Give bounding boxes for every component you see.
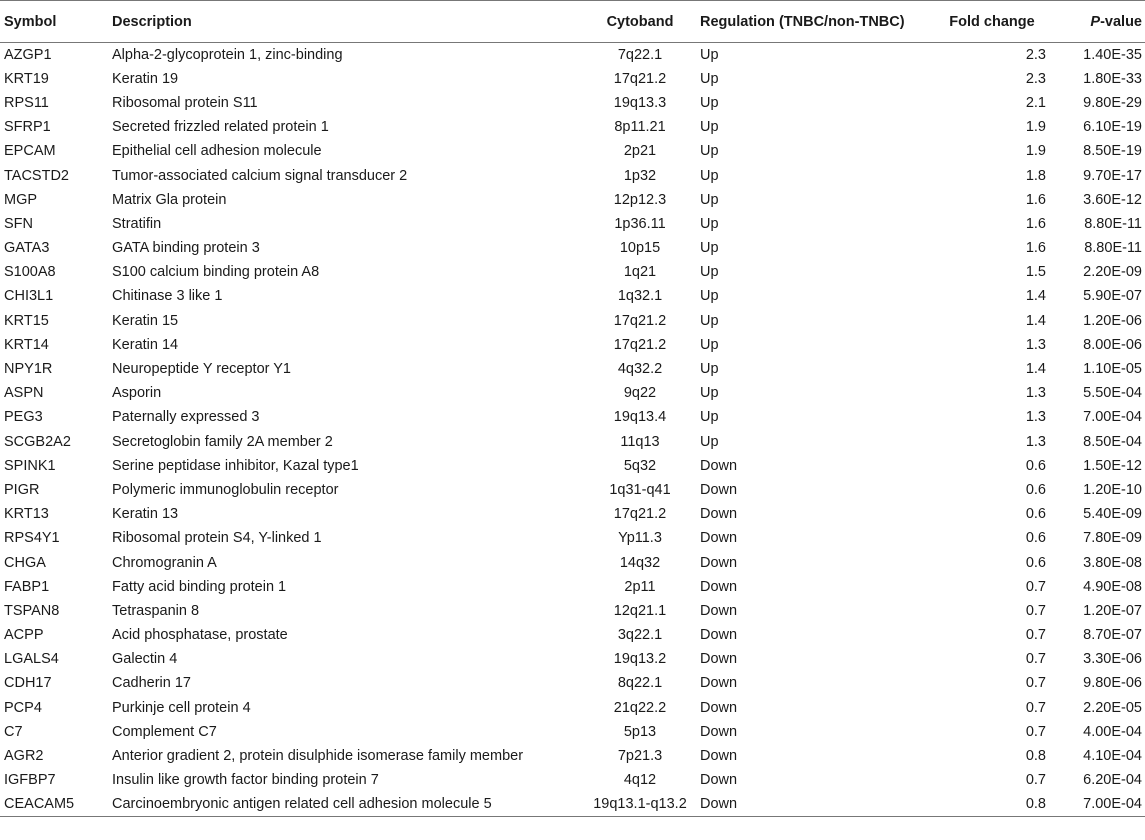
table-row xyxy=(0,623,1145,647)
cell-cytoband: 1q21 xyxy=(623,264,657,281)
cell-fold-change: 0.6 xyxy=(1025,506,1046,523)
cell-fold-change: 1.4 xyxy=(1025,361,1046,378)
table-row xyxy=(0,647,1145,671)
table-row xyxy=(0,671,1145,695)
table-row xyxy=(0,792,1145,816)
cell-description: Asporin xyxy=(112,385,162,402)
cell-symbol: CHGA xyxy=(4,554,46,571)
cell-p-value: 4.00E-04 xyxy=(1083,723,1142,740)
cell-regulation: Down xyxy=(700,723,738,740)
table-row xyxy=(0,91,1145,115)
cell-fold-change: 1.5 xyxy=(1025,264,1046,281)
cell-symbol: EPCAM xyxy=(4,143,56,160)
cell-fold-change: 2.3 xyxy=(1025,70,1046,87)
cell-symbol: TACSTD2 xyxy=(4,167,69,184)
cell-p-value: 2.20E-05 xyxy=(1083,699,1142,716)
cell-regulation: Down xyxy=(700,530,738,547)
cell-p-value: 8.80E-11 xyxy=(1084,240,1142,257)
cell-p-value: 5.90E-07 xyxy=(1083,288,1142,305)
cell-cytoband: 1q32.1 xyxy=(617,288,663,305)
cell-symbol: FABP1 xyxy=(4,578,50,595)
cell-symbol: KRT15 xyxy=(4,312,49,329)
cell-cytoband: 8q22.1 xyxy=(617,675,663,692)
cell-regulation: Down xyxy=(700,651,738,668)
table-row xyxy=(0,357,1145,381)
header-regulation: Regulation (TNBC/non-TNBC) xyxy=(700,1,938,43)
cell-description: Anterior gradient 2, protein disulphide isomerase family member xyxy=(112,748,524,765)
cell-cytoband: 12q21.1 xyxy=(613,602,667,619)
cell-fold-change: 0.6 xyxy=(1025,481,1046,498)
cell-regulation: Down xyxy=(700,602,738,619)
cell-p-value: 3.30E-06 xyxy=(1083,651,1142,668)
cell-regulation: Down xyxy=(700,772,738,789)
header-fold-change: Fold change xyxy=(938,1,1048,43)
cell-p-value: 7.80E-09 xyxy=(1083,530,1142,547)
cell-description: Secreted frizzled related protein 1 xyxy=(112,119,329,136)
cell-p-value: 8.00E-06 xyxy=(1083,336,1142,353)
cell-regulation: Up xyxy=(700,215,719,232)
cell-description: Keratin 19 xyxy=(112,70,179,87)
cell-description: Ribosomal protein S11 xyxy=(112,94,258,111)
cell-fold-change: 2.1 xyxy=(1025,94,1046,111)
cell-cytoband: 7q22.1 xyxy=(617,46,663,63)
cell-p-value: 3.80E-08 xyxy=(1083,554,1142,571)
table-row xyxy=(0,67,1145,91)
cell-description: Keratin 15 xyxy=(112,312,179,329)
cell-fold-change: 0.6 xyxy=(1025,530,1046,547)
cell-cytoband: 10p15 xyxy=(619,240,661,257)
cell-fold-change: 0.7 xyxy=(1025,602,1046,619)
cell-regulation: Up xyxy=(700,264,719,281)
cell-symbol: RPS4Y1 xyxy=(4,530,60,547)
cell-regulation: Down xyxy=(700,457,738,474)
cell-description: Acid phosphatase, prostate xyxy=(112,627,288,644)
table-row xyxy=(0,115,1145,139)
cell-description: Polymeric immunoglobulin receptor xyxy=(112,481,339,498)
cell-fold-change: 0.7 xyxy=(1025,651,1046,668)
cell-p-value: 9.70E-17 xyxy=(1083,167,1142,184)
cell-regulation: Up xyxy=(700,433,719,450)
cell-fold-change: 1.4 xyxy=(1025,312,1046,329)
cell-description: Stratifin xyxy=(112,215,162,232)
header-p-value xyxy=(1048,1,1145,43)
cell-fold-change: 0.7 xyxy=(1025,699,1046,716)
table-row xyxy=(0,212,1145,236)
cell-description: Keratin 14 xyxy=(112,336,179,353)
cell-symbol: AZGP1 xyxy=(4,46,52,63)
cell-symbol: SCGB2A2 xyxy=(4,433,71,450)
cell-symbol: TSPAN8 xyxy=(4,602,60,619)
cell-fold-change: 1.3 xyxy=(1025,409,1046,426)
cell-fold-change: 1.9 xyxy=(1025,119,1046,136)
cell-cytoband: Yp11.3 xyxy=(618,530,662,547)
cell-fold-change: 1.9 xyxy=(1025,143,1046,160)
header-row xyxy=(0,1,1145,43)
cell-symbol: SFRP1 xyxy=(4,119,51,136)
cell-cytoband: 19q13.2 xyxy=(613,651,667,668)
cell-fold-change: 1.6 xyxy=(1025,240,1046,257)
cell-cytoband: 19q13.4 xyxy=(613,409,667,426)
cell-fold-change: 0.7 xyxy=(1025,675,1046,692)
table-row xyxy=(0,526,1145,550)
cell-cytoband: 17q21.2 xyxy=(613,506,667,523)
cell-description: Keratin 13 xyxy=(112,506,179,523)
cell-fold-change: 0.8 xyxy=(1025,748,1046,765)
table-row xyxy=(0,333,1145,357)
cell-cytoband: 11q13 xyxy=(620,433,660,450)
cell-p-value: 1.40E-35 xyxy=(1083,46,1142,63)
cell-symbol: PEG3 xyxy=(4,409,43,426)
cell-p-value: 4.90E-08 xyxy=(1083,578,1142,595)
cell-regulation: Down xyxy=(700,578,738,595)
cell-symbol: LGALS4 xyxy=(4,651,59,668)
table-row xyxy=(0,575,1145,599)
cell-symbol: CHI3L1 xyxy=(4,288,54,305)
cell-symbol: PIGR xyxy=(4,481,40,498)
cell-symbol: KRT14 xyxy=(4,336,49,353)
table-row xyxy=(0,188,1145,212)
cell-description: Serine peptidase inhibitor, Kazal type1 xyxy=(112,457,359,474)
cell-description: Complement C7 xyxy=(112,723,217,740)
table-header xyxy=(0,1,1145,43)
table-row xyxy=(0,454,1145,478)
cell-regulation: Up xyxy=(700,70,719,87)
cell-fold-change: 1.4 xyxy=(1025,288,1046,305)
cell-symbol: PCP4 xyxy=(4,699,42,716)
cell-symbol: KRT13 xyxy=(4,506,49,523)
cell-symbol: CDH17 xyxy=(4,675,52,692)
cell-description: Galectin 4 xyxy=(112,651,178,668)
cell-description: Purkinje cell protein 4 xyxy=(112,699,251,716)
cell-description: Neuropeptide Y receptor Y1 xyxy=(112,361,291,378)
cell-fold-change: 0.7 xyxy=(1025,578,1046,595)
cell-p-value: 1.50E-12 xyxy=(1083,457,1142,474)
cell-p-value: 1.10E-05 xyxy=(1083,361,1142,378)
cell-cytoband: 12p12.3 xyxy=(613,191,667,208)
table-row xyxy=(0,720,1145,744)
cell-regulation: Up xyxy=(700,143,719,160)
cell-regulation: Up xyxy=(700,240,719,257)
cell-p-value: 9.80E-29 xyxy=(1083,94,1142,111)
table-row xyxy=(0,260,1145,284)
cell-cytoband: 21q22.2 xyxy=(613,699,667,716)
cell-p-value: 5.40E-09 xyxy=(1083,506,1142,523)
header-p-italic: P xyxy=(1090,13,1101,30)
cell-description: Alpha-2-glycoprotein 1, zinc-binding xyxy=(112,46,343,63)
cell-p-value: 5.50E-04 xyxy=(1083,385,1142,402)
cell-cytoband: 19q13.1-q13.2 xyxy=(580,792,700,816)
cell-regulation: Down xyxy=(700,699,738,716)
cell-description: Insulin like growth factor binding protein 7 xyxy=(112,772,379,789)
cell-symbol: GATA3 xyxy=(4,240,50,257)
table-row xyxy=(0,405,1145,429)
cell-symbol: RPS11 xyxy=(4,94,49,111)
cell-description: GATA binding protein 3 xyxy=(112,240,260,257)
table-row xyxy=(0,768,1145,792)
cell-cytoband: 2p21 xyxy=(623,143,657,160)
cell-fold-change: 1.3 xyxy=(1025,336,1046,353)
cell-description: Carcinoembryonic antigen related cell adhesion molecule 5 xyxy=(112,792,580,816)
header-p-rest: -value xyxy=(1100,13,1142,30)
table-row xyxy=(0,744,1145,768)
cell-cytoband: 17q21.2 xyxy=(613,70,667,87)
table-row xyxy=(0,163,1145,187)
table-row xyxy=(0,430,1145,454)
cell-cytoband: 8p11.21 xyxy=(614,119,666,136)
cell-regulation: Down xyxy=(700,481,738,498)
cell-p-value: 6.10E-19 xyxy=(1083,119,1142,136)
table-row xyxy=(0,236,1145,260)
table-row xyxy=(0,381,1145,405)
cell-fold-change: 0.6 xyxy=(1025,554,1046,571)
cell-p-value: 2.20E-09 xyxy=(1083,264,1142,281)
header-description: Description xyxy=(112,1,580,43)
cell-description: S100 calcium binding protein A8 xyxy=(112,264,320,281)
table-row xyxy=(0,309,1145,333)
cell-description: Epithelial cell adhesion molecule xyxy=(112,143,322,160)
cell-regulation: Up xyxy=(700,191,719,208)
cell-cytoband: 1q31-q41 xyxy=(609,481,671,498)
cell-cytoband: 14q32 xyxy=(619,554,661,571)
table-row xyxy=(0,139,1145,163)
cell-symbol: CEACAM5 xyxy=(0,792,112,816)
cell-cytoband: 5q32 xyxy=(623,457,657,474)
cell-regulation: Up xyxy=(700,119,719,136)
cell-regulation: Up xyxy=(700,94,719,111)
cell-fold-change: 0.7 xyxy=(1025,627,1046,644)
cell-symbol: S100A8 xyxy=(4,264,56,281)
header-cytoband: Cytoband xyxy=(580,1,700,43)
cell-symbol: KRT19 xyxy=(4,70,49,87)
cell-cytoband: 17q21.2 xyxy=(613,336,667,353)
cell-cytoband: 3q22.1 xyxy=(617,627,663,644)
cell-fold-change: 1.6 xyxy=(1025,191,1046,208)
cell-p-value: 8.50E-19 xyxy=(1083,143,1142,160)
cell-p-value: 3.60E-12 xyxy=(1083,191,1142,208)
cell-symbol: SFN xyxy=(4,215,33,232)
cell-regulation: Up xyxy=(700,361,719,378)
table-row xyxy=(0,550,1145,574)
cell-regulation: Up xyxy=(700,409,719,426)
cell-fold-change: 1.3 xyxy=(1025,433,1046,450)
cell-description: Ribosomal protein S4, Y-linked 1 xyxy=(112,530,322,547)
cell-cytoband: 1p32 xyxy=(623,167,657,184)
cell-fold-change: 0.6 xyxy=(1025,457,1046,474)
cell-description: Chromogranin A xyxy=(112,554,217,571)
table-row xyxy=(0,284,1145,308)
cell-regulation: Down xyxy=(700,627,738,644)
header-symbol: Symbol xyxy=(0,1,112,43)
cell-description: Secretoglobin family 2A member 2 xyxy=(112,433,333,450)
cell-fold-change: 1.3 xyxy=(1025,385,1046,402)
cell-fold-change: 0.7 xyxy=(1025,772,1046,789)
cell-regulation: Up xyxy=(700,167,719,184)
cell-p-value: 9.80E-06 xyxy=(1083,675,1142,692)
cell-p-value: 1.80E-33 xyxy=(1083,70,1142,87)
cell-p-value: 7.00E-04 xyxy=(1048,792,1145,816)
cell-symbol: ACPP xyxy=(4,627,44,644)
cell-cytoband: 4q12 xyxy=(623,772,657,789)
table-row xyxy=(0,502,1145,526)
cell-fold-change: 2.3 xyxy=(1025,46,1046,63)
cell-regulation: Down xyxy=(700,748,738,765)
cell-fold-change: 0.8 xyxy=(938,792,1048,816)
cell-p-value: 8.50E-04 xyxy=(1083,433,1142,450)
cell-fold-change: 0.7 xyxy=(1025,723,1046,740)
cell-symbol: AGR2 xyxy=(4,748,44,765)
table-row xyxy=(0,599,1145,623)
cell-regulation: Down xyxy=(700,792,938,816)
cell-regulation: Down xyxy=(700,506,738,523)
cell-cytoband: 1p36.11 xyxy=(614,215,666,232)
cell-p-value: 1.20E-07 xyxy=(1083,602,1142,619)
cell-symbol: ASPN xyxy=(4,385,44,402)
cell-regulation: Up xyxy=(700,288,719,305)
cell-description: Paternally expressed 3 xyxy=(112,409,260,426)
table-row xyxy=(0,43,1145,67)
cell-cytoband: 5p13 xyxy=(623,723,657,740)
cell-description: Tumor-associated calcium signal transducer 2 xyxy=(112,167,408,184)
table-row xyxy=(0,478,1145,502)
cell-p-value: 4.10E-04 xyxy=(1083,748,1142,765)
table-body xyxy=(0,43,1145,817)
cell-p-value: 7.00E-04 xyxy=(1083,409,1142,426)
cell-cytoband: 7p21.3 xyxy=(617,748,663,765)
cell-p-value: 1.20E-06 xyxy=(1083,312,1142,329)
cell-fold-change: 1.6 xyxy=(1025,215,1046,232)
cell-p-value: 8.80E-11 xyxy=(1084,215,1142,232)
cell-symbol: NPY1R xyxy=(4,361,53,378)
cell-p-value: 8.70E-07 xyxy=(1083,627,1142,644)
cell-description: Chitinase 3 like 1 xyxy=(112,288,223,305)
cell-regulation: Up xyxy=(700,312,719,329)
cell-description: Fatty acid binding protein 1 xyxy=(112,578,287,595)
cell-symbol: SPINK1 xyxy=(4,457,56,474)
cell-cytoband: 4q32.2 xyxy=(617,361,663,378)
cell-regulation: Down xyxy=(700,675,738,692)
cell-regulation: Up xyxy=(700,336,719,353)
cell-symbol: MGP xyxy=(4,191,38,208)
cell-cytoband: 2p11 xyxy=(624,578,656,595)
cell-fold-change: 1.8 xyxy=(1025,167,1046,184)
cell-description: Cadherin 17 xyxy=(112,675,191,692)
cell-regulation: Up xyxy=(700,46,719,63)
cell-p-value: 6.20E-04 xyxy=(1083,772,1142,789)
table-row xyxy=(0,696,1145,720)
cell-regulation: Up xyxy=(700,385,719,402)
cell-cytoband: 17q21.2 xyxy=(613,312,667,329)
cell-cytoband: 19q13.3 xyxy=(613,94,667,111)
cell-symbol: C7 xyxy=(4,723,23,740)
cell-description: Tetraspanin 8 xyxy=(112,602,200,619)
cell-symbol: IGFBP7 xyxy=(4,772,56,789)
cell-cytoband: 9q22 xyxy=(623,385,657,402)
cell-p-value: 1.20E-10 xyxy=(1083,481,1142,498)
cell-description: Matrix Gla protein xyxy=(112,191,227,208)
cell-regulation: Down xyxy=(700,554,738,571)
